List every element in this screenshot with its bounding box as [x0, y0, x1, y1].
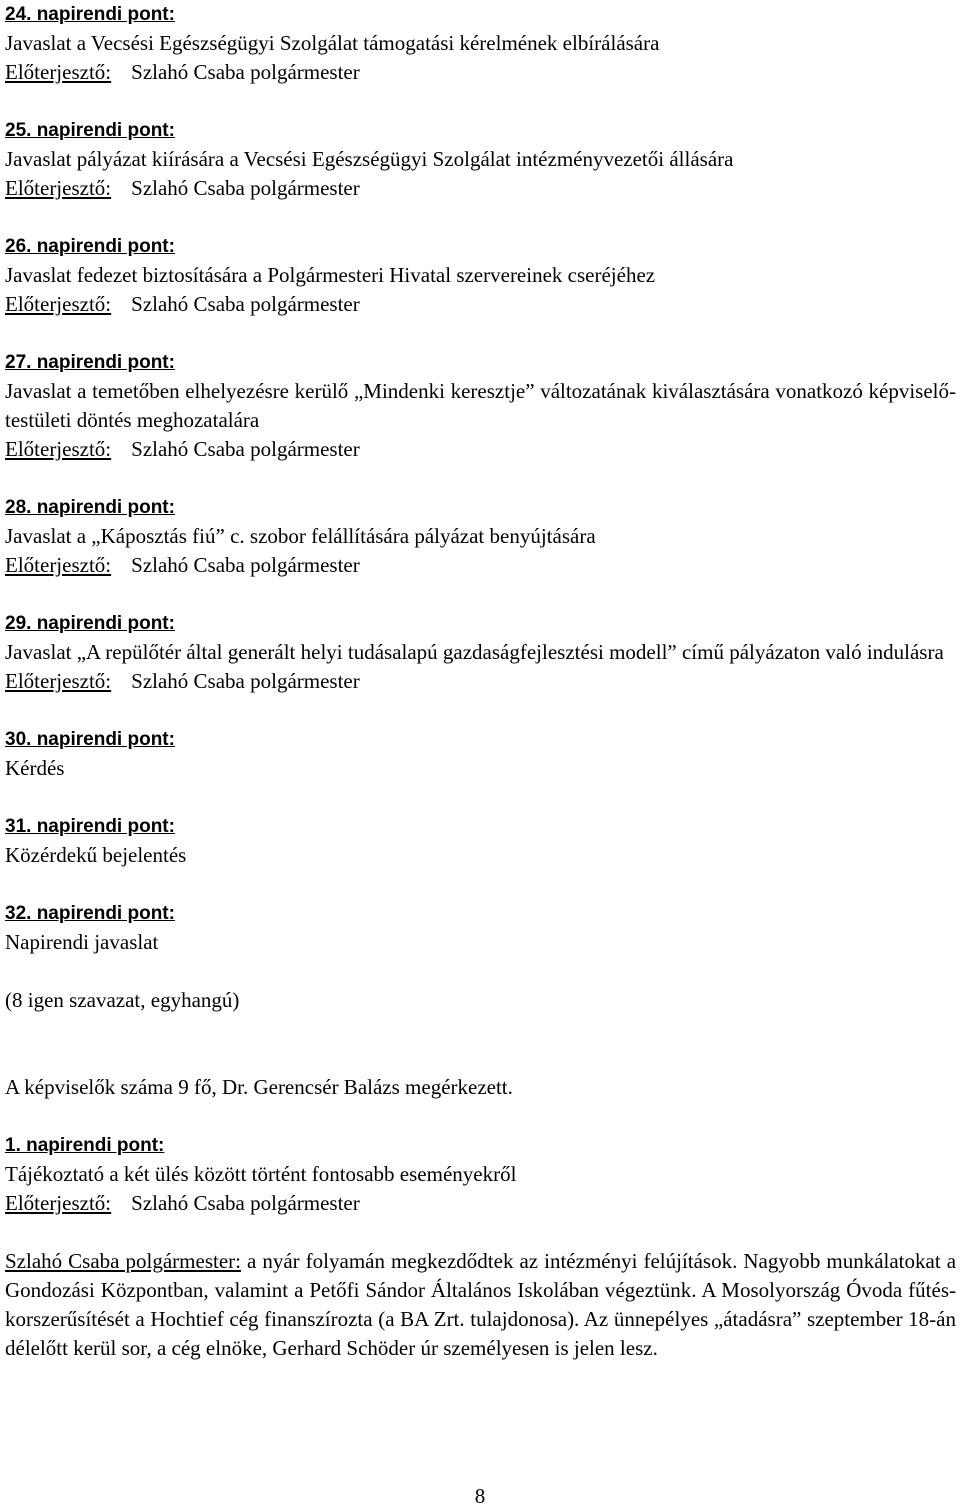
- vote-result: (8 igen szavazat, egyhangú): [5, 988, 240, 1012]
- presenter-line: [5, 290, 956, 319]
- agenda-heading: 1. napirendi pont:: [5, 1135, 165, 1156]
- presenter-line: [5, 58, 956, 87]
- agenda-title: Javaslat „A repülőtér által generált helyi tudásalapú gazdaságfejlesztési modell” című pályázaton való indulásra: [5, 640, 944, 664]
- agenda-heading: 25. napirendi pont:: [5, 120, 175, 141]
- presenter-label: Előterjesztő:: [5, 292, 112, 316]
- presenter-name: Szlahó Csaba polgármester: [131, 60, 360, 84]
- agenda-item-24: [5, 0, 956, 87]
- speech-paragraph: [5, 1247, 956, 1363]
- agenda-title: Tájékoztató a két ülés között történt fontosabb eseményekről: [5, 1162, 517, 1186]
- agenda-title: Kérdés: [5, 756, 65, 780]
- document-body: [5, 0, 956, 1363]
- agenda-item-29: [5, 609, 956, 696]
- speech-text: a nyár folyamán megkezdődtek az intézményi felújítások. Nagyobb munkálatokat a Gondozási Központban, valamint a Petőfi Sándor Általános Iskolában végeztünk. A Mosolyország Óvoda fűtés-korszerűsítését a Hochtief cég finanszírozta (a BA Zrt. tulajdonosa). Az ünnepélyes „átadásra” szeptember 18-án délelőtt kerül sor, a cég elnöke, Gerhard Schöder úr személyesen is jelen lesz.: [5, 1249, 957, 1360]
- presenter-label: Előterjesztő:: [5, 437, 112, 461]
- presenter-line: [5, 667, 956, 696]
- agenda-heading: 32. napirendi pont:: [5, 903, 175, 924]
- agenda-heading: 27. napirendi pont:: [5, 352, 175, 373]
- presenter-name: Szlahó Csaba polgármester: [131, 669, 360, 693]
- agenda-title: Javaslat a temetőben elhelyezésre kerülő „Mindenki keresztje” változatának kiválasztására vonatkozó képviselő-testületi döntés meghozatalára: [5, 379, 956, 432]
- agenda-title: Javaslat a Vecsési Egészségügyi Szolgálat támogatási kérelmének elbírálására: [5, 31, 660, 55]
- presenter-line: [5, 435, 956, 464]
- presenter-name: Szlahó Csaba polgármester: [131, 176, 360, 200]
- agenda-title: Javaslat pályázat kiírására a Vecsési Egészségügyi Szolgálat intézményvezetői állására: [5, 147, 734, 171]
- attendance-note: A képviselők száma 9 fő, Dr. Gerencsér Balázs megérkezett.: [5, 1075, 513, 1099]
- presenter-line: [5, 551, 956, 580]
- agenda-title: Javaslat a „Káposztás fiú” c. szobor felállítására pályázat benyújtására: [5, 524, 596, 548]
- agenda-heading: 26. napirendi pont:: [5, 236, 175, 257]
- agenda-item-32: [5, 899, 956, 957]
- agenda-title: Napirendi javaslat: [5, 930, 159, 954]
- presenter-line: [5, 1189, 956, 1218]
- presenter-name: Szlahó Csaba polgármester: [131, 553, 360, 577]
- presenter-label: Előterjesztő:: [5, 1191, 112, 1215]
- presenter-name: Szlahó Csaba polgármester: [131, 437, 360, 461]
- agenda-title: Közérdekű bejelentés: [5, 843, 187, 867]
- page-number: 8: [474, 1484, 486, 1508]
- agenda-item-1: [5, 1131, 956, 1218]
- presenter-name: Szlahó Csaba polgármester: [131, 292, 360, 316]
- presenter-label: Előterjesztő:: [5, 60, 112, 84]
- presenter-label: Előterjesztő:: [5, 553, 112, 577]
- agenda-heading: 29. napirendi pont:: [5, 613, 175, 634]
- agenda-heading: 24. napirendi pont:: [5, 4, 175, 25]
- agenda-title: Javaslat fedezet biztosítására a Polgármesteri Hivatal szervereinek cseréjéhez: [5, 263, 656, 287]
- agenda-item-26: [5, 232, 956, 319]
- agenda-item-30: [5, 725, 956, 783]
- presenter-line: [5, 174, 956, 203]
- speaker-name: Szlahó Csaba polgármester:: [5, 1249, 241, 1273]
- agenda-heading: 30. napirendi pont:: [5, 729, 175, 750]
- presenter-label: Előterjesztő:: [5, 176, 112, 200]
- agenda-item-31: [5, 812, 956, 870]
- agenda-item-28: [5, 493, 956, 580]
- agenda-heading: 31. napirendi pont:: [5, 816, 175, 837]
- agenda-item-27: [5, 348, 956, 464]
- agenda-item-25: [5, 116, 956, 203]
- presenter-name: Szlahó Csaba polgármester: [131, 1191, 360, 1215]
- agenda-heading: 28. napirendi pont:: [5, 497, 175, 518]
- presenter-label: Előterjesztő:: [5, 669, 112, 693]
